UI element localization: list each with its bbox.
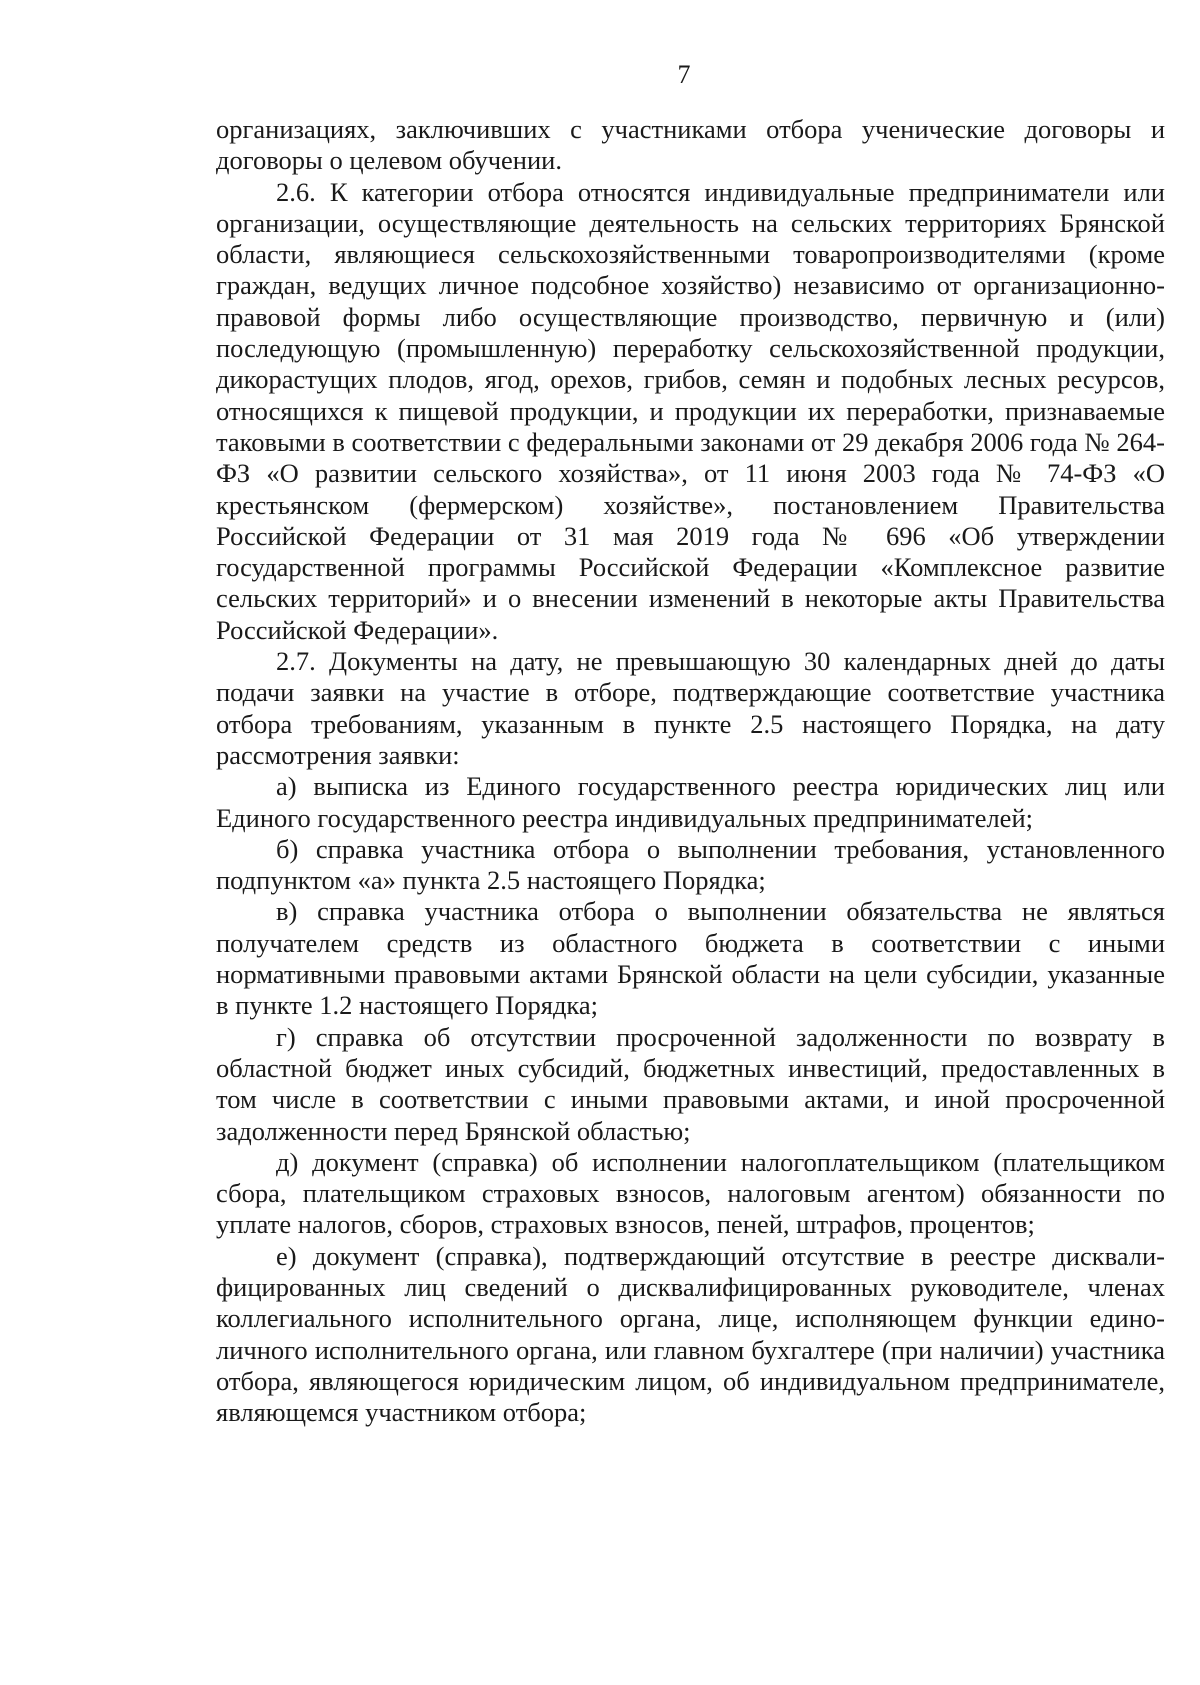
list-item-v: в) справка участника отбора о выполнении обязательства не являться получателем средств из областного бюджета в соответствии с иными нормативными правовыми актами Брянской области на цели субсидии, указанные в пункте 1.2 настоящего Порядка; [216, 896, 1165, 1021]
list-item-b: б) справка участника отбора о выполнении требования, установленного подпунктом «а» пункта 2.5 настоящего Порядка; [216, 833, 1165, 896]
list-item-d: д) документ (справка) об исполнении налогоплательщиком (плательщиком сбора, плательщиком страховых взносов, налоговым агентом) обязанности по уплате налогов, сборов, страховых взносов, пеней, штрафов, процентов; [216, 1146, 1165, 1240]
page-number: 7 [677, 60, 691, 89]
list-item-a: а) выписка из Единого государственного реестра юридических лиц или Единого государственного реестра индивидуальных предпринимателей; [216, 771, 1165, 833]
document-body [216, 114, 1165, 1428]
paragraph-2-6: 2.6. К категории отбора относятся индивидуальные предприниматели или организации, осуществляющие деятельность на сельских территориях Брянской области, являющиеся сельскохозяйственными товаропроизводителями (кроме граждан, ведущих личное подсобное хозяйство) независимо от организационно-правовой формы либо осуществляющие производство, первичную и (или) последующую (промышленную) переработку сельскохозяйственной продукции, дикорастущих плодов, ягод, орехов, грибов, семян и подобных лесных ресурсов, относящихся к пищевой продукции, и продукции их переработки, признаваемые таковыми в соответствии с федеральными законами от 29 декабря 2006 года № 264-ФЗ «О развитии сельского хозяйства», от 11 июня 2003 года № 74-ФЗ «О крестьянском (фермерском) хозяйстве», постановлением Правительства Российской Федерации от 31 мая 2019 года № 696 «Об утверждении государственной программы Российской Федерации «Комплексное развитие сельских территорий» и о внесении изменений в некоторые акты Правительства Российской Федерации». [216, 176, 1165, 645]
list-item-g: г) справка об отсутствии просроченной задолженности по возврату в областной бюджет иных субсидий, бюджетных инвестиций, предоставленных в том числе в соответствии с иными правовыми актами, и иной просроченной задолженности перед Брянской областью; [216, 1021, 1165, 1146]
paragraph-2-7: 2.7. Документы на дату, не превышающую 30 календарных дней до даты подачи заявки на участие в отборе, подтверждающие соответствие участника отбора требованиям, указанным в пункте 2.5 настоящего Порядка, на дату рассмотрения заявки: [216, 646, 1165, 770]
list-item-e: е) документ (справка), подтверждающий отсутствие в реестре дисквалифицированных лиц сведений о дисквалифицированных руководителе, членах коллегиального исполнительного органа, лице, исполняющем функции единоличного исполнительного органа, или главном бухгалтере (при наличии) участника отбора, являющегося юридическим лицом, об индивидуальном предпринимателе, являющемся участником отбора; [216, 1240, 1165, 1428]
paragraph-continuation: организациях, заключивших с участниками отбора ученические договоры и договоры о целевом обучении. [216, 114, 1165, 176]
